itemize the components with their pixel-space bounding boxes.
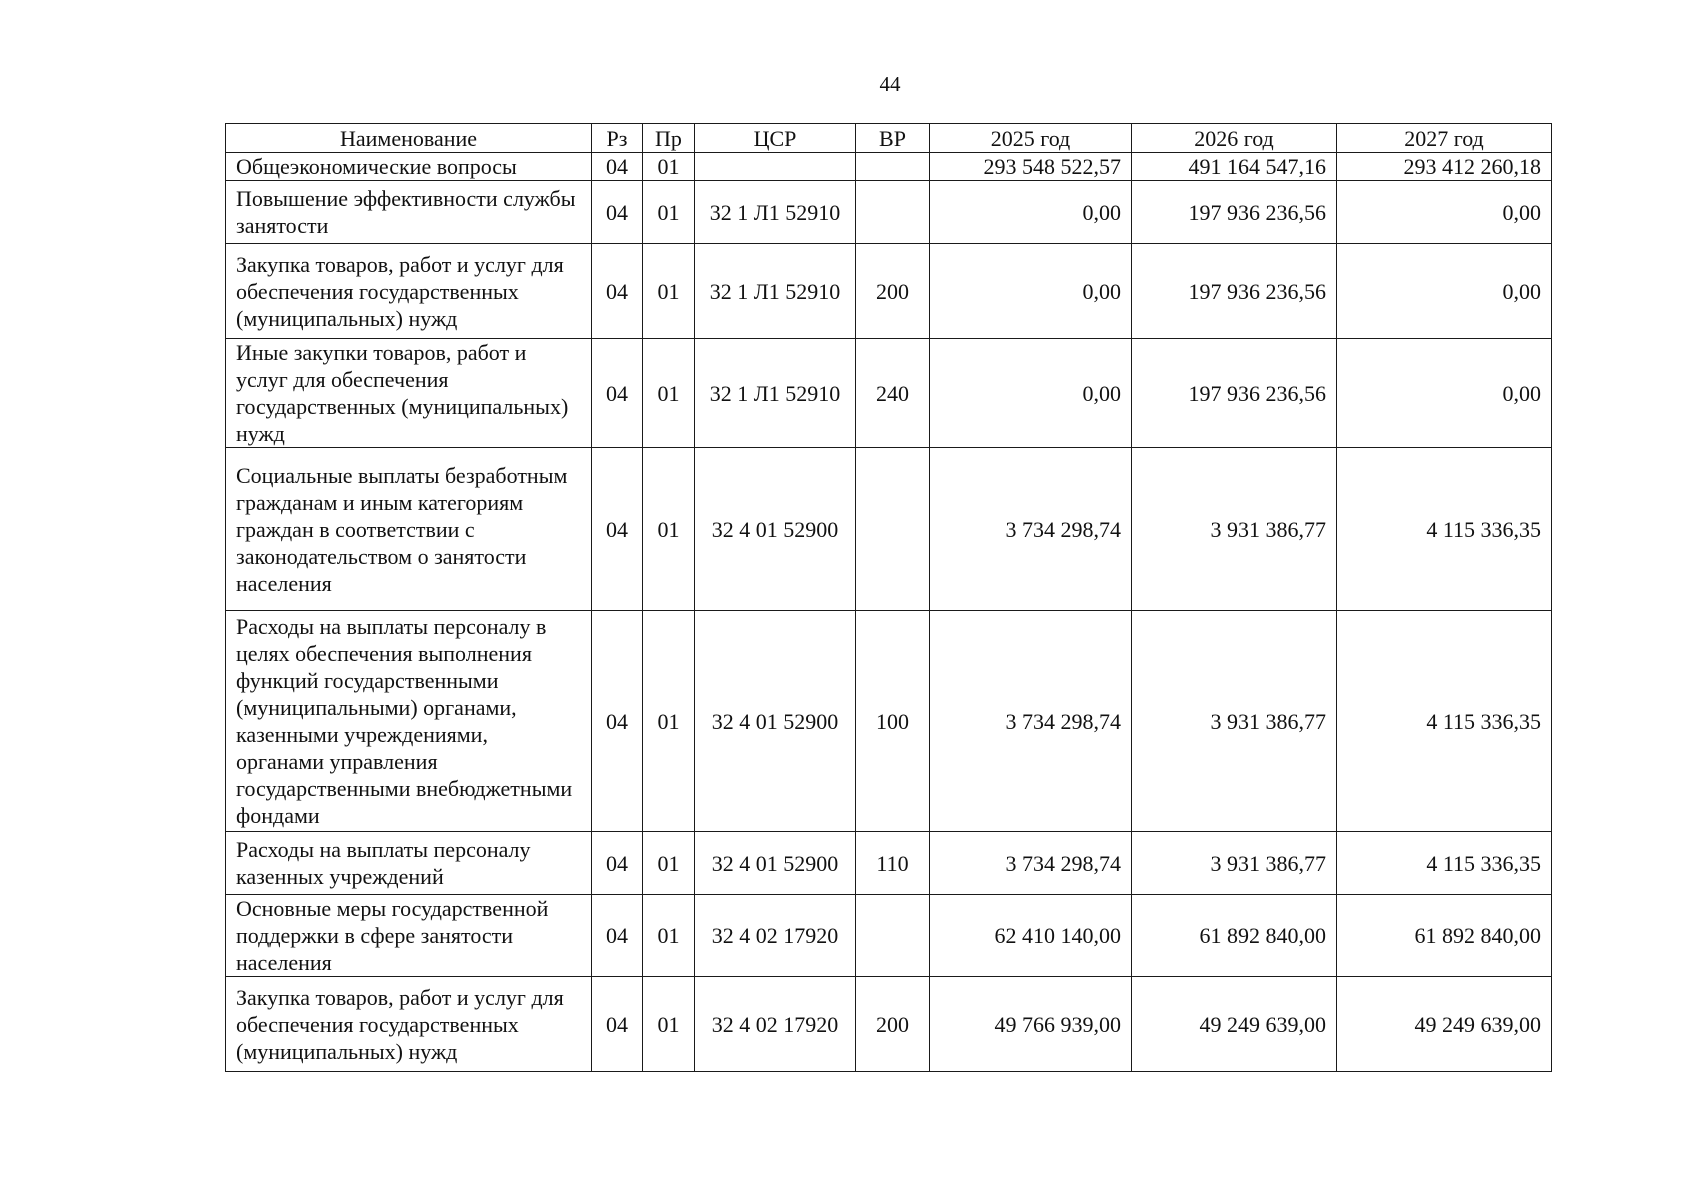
row-2026: 491 164 547,16 bbox=[1132, 153, 1337, 181]
row-rz: 04 bbox=[592, 153, 643, 181]
row-2026: 197 936 236,56 bbox=[1132, 181, 1337, 244]
row-name: Повышение эффективности службы занятости bbox=[226, 181, 592, 244]
row-2027: 49 249 639,00 bbox=[1337, 977, 1552, 1072]
row-vr bbox=[856, 448, 930, 611]
header-csr: ЦСР bbox=[695, 124, 856, 153]
row-2027: 61 892 840,00 bbox=[1337, 895, 1552, 977]
row-2025: 0,00 bbox=[930, 181, 1132, 244]
header-2026: 2026 год bbox=[1132, 124, 1337, 153]
row-rz: 04 bbox=[592, 611, 643, 832]
row-2027: 4 115 336,35 bbox=[1337, 832, 1552, 895]
row-name: Закупка товаров, работ и услуг для обеспечения государственных (муниципальных) нужд bbox=[226, 977, 592, 1072]
row-csr: 32 4 01 52900 bbox=[695, 448, 856, 611]
row-2026: 49 249 639,00 bbox=[1132, 977, 1337, 1072]
row-2026: 3 931 386,77 bbox=[1132, 611, 1337, 832]
row-name: Основные меры государственной поддержки в сфере занятости населения bbox=[226, 895, 592, 977]
row-name: Расходы на выплаты персоналу казенных учреждений bbox=[226, 832, 592, 895]
row-pr: 01 bbox=[643, 244, 695, 339]
row-vr bbox=[856, 153, 930, 181]
row-rz: 04 bbox=[592, 244, 643, 339]
table-row bbox=[226, 448, 1552, 611]
row-rz: 04 bbox=[592, 181, 643, 244]
row-rz: 04 bbox=[592, 339, 643, 448]
header-2025: 2025 год bbox=[930, 124, 1132, 153]
header-rz: Рз bbox=[592, 124, 643, 153]
row-pr: 01 bbox=[643, 832, 695, 895]
row-2025: 3 734 298,74 bbox=[930, 448, 1132, 611]
row-2026: 3 931 386,77 bbox=[1132, 832, 1337, 895]
row-vr: 200 bbox=[856, 977, 930, 1072]
row-2026: 197 936 236,56 bbox=[1132, 339, 1337, 448]
row-csr: 32 4 02 17920 bbox=[695, 895, 856, 977]
table-row bbox=[226, 153, 1552, 181]
row-name: Расходы на выплаты персоналу в целях обеспечения выполнения функций государственными (муниципальными) органами, казенными учреждениями, органами управления государственными внебюджетными фондами bbox=[226, 611, 592, 832]
row-2026: 61 892 840,00 bbox=[1132, 895, 1337, 977]
row-rz: 04 bbox=[592, 977, 643, 1072]
header-2027: 2027 год bbox=[1337, 124, 1552, 153]
row-rz: 04 bbox=[592, 895, 643, 977]
row-vr bbox=[856, 181, 930, 244]
table-row bbox=[226, 244, 1552, 339]
row-pr: 01 bbox=[643, 339, 695, 448]
table-row bbox=[226, 181, 1552, 244]
row-csr: 32 1 Л1 52910 bbox=[695, 244, 856, 339]
table-row bbox=[226, 611, 1552, 832]
row-2027: 0,00 bbox=[1337, 339, 1552, 448]
row-pr: 01 bbox=[643, 153, 695, 181]
row-2027: 4 115 336,35 bbox=[1337, 448, 1552, 611]
table-row bbox=[226, 895, 1552, 977]
row-2025: 0,00 bbox=[930, 339, 1132, 448]
row-vr: 110 bbox=[856, 832, 930, 895]
header-pr: Пр bbox=[643, 124, 695, 153]
row-2025: 3 734 298,74 bbox=[930, 611, 1132, 832]
row-pr: 01 bbox=[643, 611, 695, 832]
row-csr: 32 4 02 17920 bbox=[695, 977, 856, 1072]
row-vr: 200 bbox=[856, 244, 930, 339]
row-2025: 293 548 522,57 bbox=[930, 153, 1132, 181]
header-name: Наименование bbox=[226, 124, 592, 153]
table-row bbox=[226, 339, 1552, 448]
row-2025: 49 766 939,00 bbox=[930, 977, 1132, 1072]
row-2027: 293 412 260,18 bbox=[1337, 153, 1552, 181]
table-row bbox=[226, 832, 1552, 895]
row-2027: 4 115 336,35 bbox=[1337, 611, 1552, 832]
row-vr: 240 bbox=[856, 339, 930, 448]
row-name: Общеэкономические вопросы bbox=[226, 153, 592, 181]
row-2027: 0,00 bbox=[1337, 244, 1552, 339]
row-rz: 04 bbox=[592, 448, 643, 611]
row-csr bbox=[695, 153, 856, 181]
row-2025: 3 734 298,74 bbox=[930, 832, 1132, 895]
row-name: Иные закупки товаров, работ и услуг для обеспечения государственных (муниципальных) нужд bbox=[226, 339, 592, 448]
row-rz: 04 bbox=[592, 832, 643, 895]
row-csr: 32 4 01 52900 bbox=[695, 611, 856, 832]
table-row bbox=[226, 977, 1552, 1072]
row-vr: 100 bbox=[856, 611, 930, 832]
row-csr: 32 1 Л1 52910 bbox=[695, 181, 856, 244]
row-2025: 62 410 140,00 bbox=[930, 895, 1132, 977]
header-vr: ВР bbox=[856, 124, 930, 153]
row-pr: 01 bbox=[643, 448, 695, 611]
budget-table bbox=[225, 123, 1552, 1072]
row-pr: 01 bbox=[643, 181, 695, 244]
row-csr: 32 1 Л1 52910 bbox=[695, 339, 856, 448]
row-name: Закупка товаров, работ и услуг для обеспечения государственных (муниципальных) нужд bbox=[226, 244, 592, 339]
row-pr: 01 bbox=[643, 895, 695, 977]
row-2026: 197 936 236,56 bbox=[1132, 244, 1337, 339]
table-header-row bbox=[226, 124, 1552, 153]
page-number: 44 bbox=[879, 72, 901, 96]
row-name: Социальные выплаты безработным гражданам и иным категориям граждан в соответствии с законодательством о занятости населения bbox=[226, 448, 592, 611]
row-csr: 32 4 01 52900 bbox=[695, 832, 856, 895]
row-2027: 0,00 bbox=[1337, 181, 1552, 244]
row-pr: 01 bbox=[643, 977, 695, 1072]
row-vr bbox=[856, 895, 930, 977]
row-2025: 0,00 bbox=[930, 244, 1132, 339]
row-2026: 3 931 386,77 bbox=[1132, 448, 1337, 611]
